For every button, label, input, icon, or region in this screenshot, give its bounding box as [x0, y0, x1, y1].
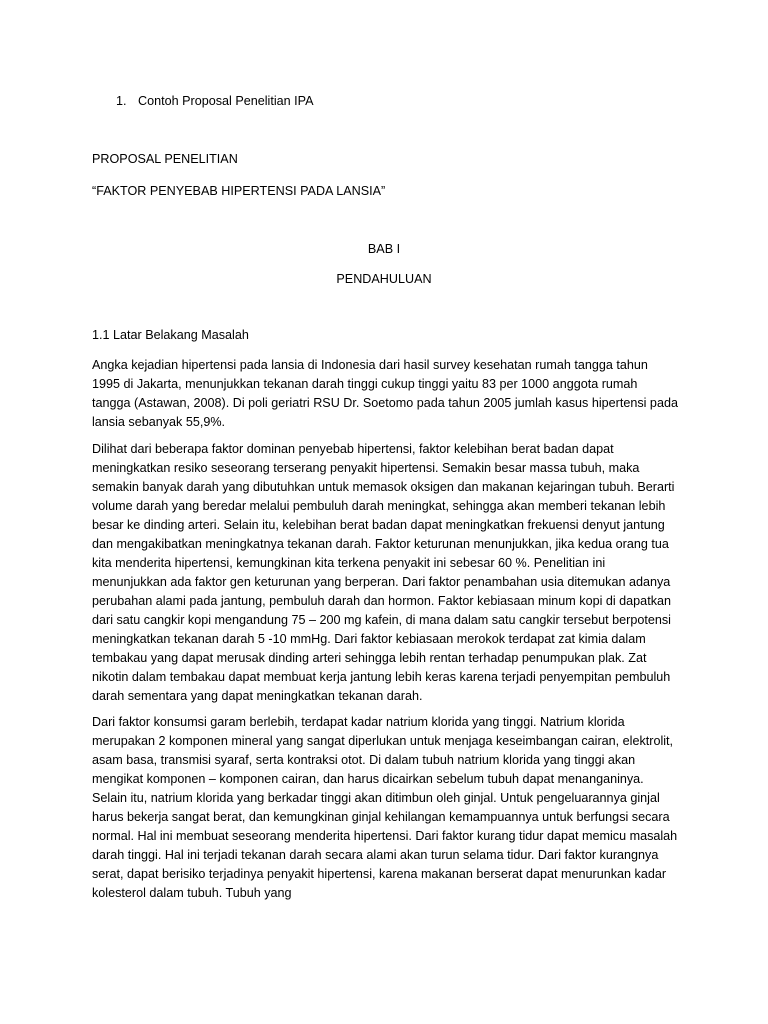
proposal-title: “FAKTOR PENYEBAB HIPERTENSI PADA LANSIA”: [92, 184, 386, 198]
section-heading: 1.1 Latar Belakang Masalah: [92, 328, 249, 342]
chapter-number: BAB I: [367, 242, 401, 256]
proposal-label: PROPOSAL PENELITIAN: [92, 152, 238, 166]
paragraph-3: Dari faktor konsumsi garam berlebih, terdapat kadar natrium klorida yang tinggi. Natrium klorida merupakan 2 komponen mineral yang sangat diperlukan untuk menjaga keseimbangan cairan, elektrolit, asam basa, transmisi syaraf, serta kontraksi otot. Di dalam tubuh natrium klorida yang tinggi akan mengikat komponen – komponen cairan, dan harus dicairkan sebelum tubuh dapat menanganinya. Selain itu, natrium klorida yang berkadar tinggi akan ditimbun oleh ginjal. Untuk pengeluarannya ginjal harus bekerja sangat berat, dan kemungkinan ginjal kehilangan kemampuannya untuk berfungsi secara normal. Hal ini membuat seseorang menderita hipertensi. Dari faktor kurang tidur dapat memicu masalah darah tinggi. Hal ini terjadi tekanan darah secara alami akan turun selama tidur. Dari faktor kurangnya serat, dapat berisiko terjadinya penyakit hipertensi, karena makanan berserat dapat menurunkan kadar kolesterol dalam tubuh. Tubuh yang: [92, 715, 678, 900]
paragraph-1: Angka kejadian hipertensi pada lansia di Indonesia dari hasil survey kesehatan rumah tangga tahun 1995 di Jakarta, menunjukkan tekanan darah tinggi cukup tinggi yaitu 83 per 1000 anggota rumah tangga (Astawan, 2008). Di poli geriatri RSU Dr. Soetomo pada tahun 2005 jumlah kasus hipertensi pada lansia sebanyak 55,9%.: [92, 358, 678, 429]
paragraph-2: Dilihat dari beberapa faktor dominan penyebab hipertensi, faktor kelebihan berat badan dapat meningkatkan resiko seseorang terserang penyakit hipertensi. Semakin besar massa tubuh, maka semakin banyak darah yang dibutuhkan untuk memasok oksigen dan makanan kejaringan tubuh. Berarti volume darah yang beredar melalui pembuluh darah meningkat, sehingga akan memberi tekanan lebih besar ke dinding arteri. Selain itu, kelebihan berat badan dapat meningkatkan frekuensi denyut jantung dan mengakibatkan meningkatnya tekanan darah. Faktor keturunan menunjukkan, jika kedua orang tua kita menderita hipertensi, kemungkinan kita terkena penyakit ini sebesar 60 %. Penelitian ini menunjukkan ada faktor gen keturunan yang berperan. Dari faktor penambahan usia ditemukan adanya perubahan alami pada jantung, pembuluh darah dan hormon. Faktor kebiasaan minum kopi di dapatkan dari satu cangkir kopi mengandung 75 – 200 mg kafein, di mana dalam satu cangkir tersebut berpotensi meningkatkan tekanan darah 5 -10 mmHg. Dari faktor kebiasaan merokok terdapat zat kimia dalam tembakau yang dapat merusak dinding arteri sehingga lebih rentan terhadap penumpukan plak. Zat nikotin dalam tembakau dapat membuat kerja jantung lebih keras karena terjadi penyempitan pembuluh darah sementara yang dapat meningkatkan tekanan darah.: [92, 442, 675, 703]
heading-text: Contoh Proposal Penelitian IPA: [138, 94, 314, 108]
numbered-heading: [116, 92, 314, 111]
heading-number: 1.: [116, 94, 127, 108]
chapter-title: PENDAHULUAN: [336, 272, 432, 286]
